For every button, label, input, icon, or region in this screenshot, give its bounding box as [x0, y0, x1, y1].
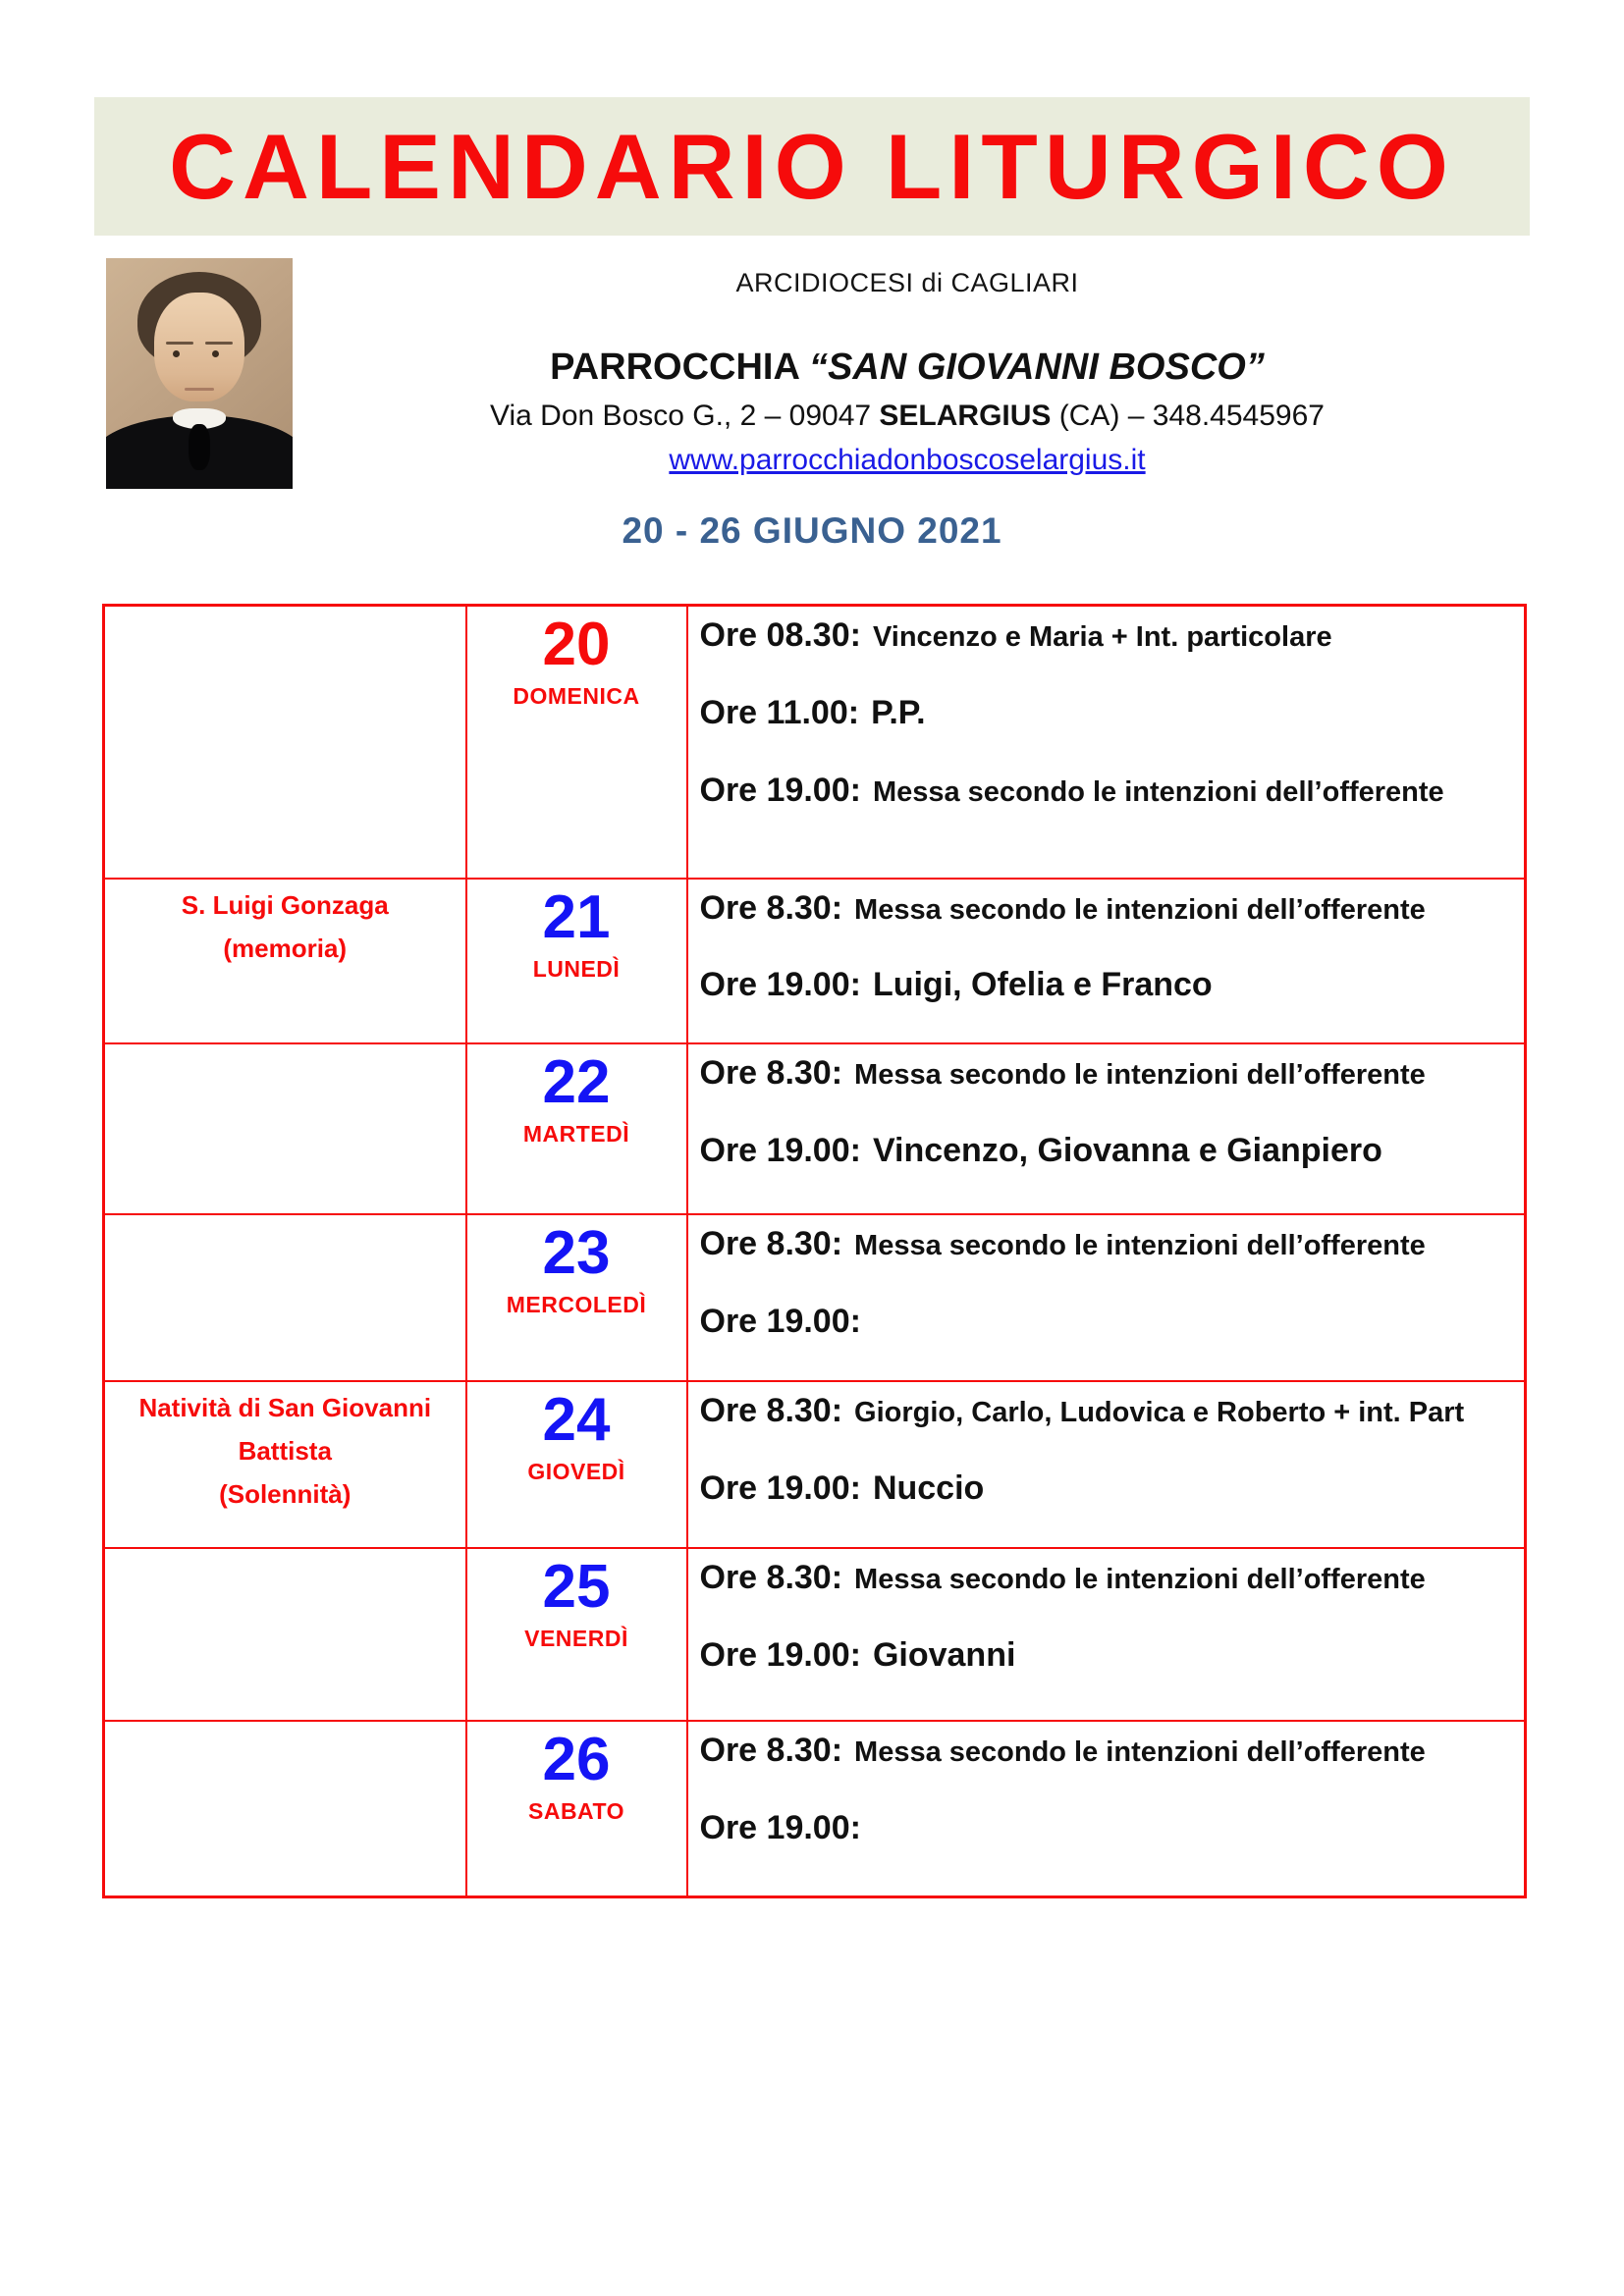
- mass-line: [700, 1468, 1513, 1509]
- mass-intention: Messa secondo le intenzioni dell’offerente: [854, 893, 1426, 926]
- mass-line: [700, 771, 1513, 811]
- feast-line: Natività di San Giovanni: [138, 1393, 432, 1423]
- parish-header-text: [293, 258, 1522, 489]
- mass-intention: P.P.: [871, 693, 926, 731]
- day-number: 26: [542, 1726, 611, 1794]
- portrait-tie: [189, 424, 211, 470]
- feast-cell: [104, 1721, 466, 1896]
- mass-intention: Messa secondo le intenzioni dell’offerente: [854, 1564, 1426, 1596]
- mass-time: Ore 8.30:: [699, 1392, 843, 1430]
- day-cell: [466, 606, 687, 879]
- day-cell: [466, 1214, 687, 1381]
- mass-time: Ore 19.00:: [699, 966, 861, 1004]
- day-number: 25: [542, 1553, 611, 1622]
- day-name: LUNEDÌ: [532, 955, 621, 982]
- mass-cell: [687, 1381, 1526, 1548]
- liturgical-calendar-table: [102, 604, 1527, 1898]
- day-cell: [466, 1548, 687, 1721]
- feast-cell: [104, 1381, 466, 1548]
- parish-prefix: PARROCCHIA: [550, 347, 810, 388]
- address-street: Via Don Bosco G., 2 – 09047: [490, 400, 880, 432]
- day-number: 22: [542, 1048, 611, 1117]
- feast-cell: [104, 879, 466, 1044]
- mass-line: [700, 1224, 1513, 1264]
- address-phone: (CA) – 348.4545967: [1051, 400, 1325, 432]
- feast-line: (memoria): [223, 933, 348, 963]
- day-cell: [466, 879, 687, 1044]
- mass-cell: [687, 1043, 1526, 1214]
- header-block: [106, 258, 1522, 489]
- mass-line: [700, 1808, 1513, 1848]
- mass-intention: Vincenzo e Maria + Int. particolare: [872, 621, 1332, 653]
- mass-time: Ore 19.00:: [699, 1808, 861, 1846]
- website-line: [293, 444, 1522, 477]
- mass-time: Ore 19.00:: [699, 771, 861, 809]
- mass-line: [700, 1053, 1513, 1094]
- feast-cell: [104, 606, 466, 879]
- week-heading: 20 - 26 GIUGNO 2021: [622, 510, 1002, 551]
- day-name: GIOVEDÌ: [527, 1459, 625, 1485]
- day-name: MARTEDÌ: [522, 1121, 630, 1148]
- mass-time: Ore 8.30:: [699, 1732, 843, 1770]
- mass-time: Ore 8.30:: [699, 1559, 843, 1597]
- mass-cell: [687, 1721, 1526, 1896]
- mass-line: [700, 1731, 1513, 1771]
- mass-intention: Messa secondo le intenzioni dell’offerente: [854, 1736, 1426, 1769]
- table-row: [104, 606, 1526, 879]
- mass-time: Ore 19.00:: [699, 1468, 861, 1507]
- portrait-brow-right: [205, 342, 234, 345]
- day-number: 24: [542, 1386, 611, 1455]
- day-number: 21: [542, 882, 611, 951]
- mass-cell: [687, 879, 1526, 1044]
- day-name: MERCOLEDÌ: [506, 1292, 647, 1318]
- mass-intention: Giovanni: [872, 1635, 1016, 1674]
- feast-cell: [104, 1043, 466, 1214]
- table-row: [104, 1214, 1526, 1381]
- mass-time: Ore 11.00:: [699, 693, 860, 731]
- parish-name: “SAN GIOVANNI BOSCO”: [809, 347, 1265, 388]
- parish-line: [293, 347, 1522, 389]
- calendar-body: [104, 606, 1526, 1897]
- diocese-line: ARCIDIOCESI di CAGLIARI: [735, 268, 1079, 297]
- table-row: [104, 1548, 1526, 1721]
- day-name: VENERDÌ: [524, 1626, 628, 1652]
- mass-cell: [687, 1214, 1526, 1381]
- feast-cell: [104, 1214, 466, 1381]
- address-line: [293, 400, 1522, 433]
- mass-intention: Messa secondo le intenzioni dell’offerente: [854, 1059, 1426, 1092]
- day-cell: [466, 1721, 687, 1896]
- mass-line: [700, 888, 1513, 929]
- day-name: SABATO: [528, 1798, 624, 1825]
- mass-time: Ore 19.00:: [699, 1131, 861, 1169]
- day-name: DOMENICA: [513, 683, 640, 710]
- mass-line: [700, 1131, 1513, 1171]
- feast-line: S. Luigi Gonzaga: [181, 889, 389, 920]
- mass-intention: Messa secondo le intenzioni dell’offerente: [872, 775, 1444, 808]
- mass-time: Ore 8.30:: [699, 888, 843, 927]
- mass-time: Ore 19.00:: [699, 1635, 861, 1674]
- mass-time: Ore 19.00:: [699, 1302, 861, 1340]
- mass-intention: Giorgio, Carlo, Ludovica e Roberto + int. Part: [854, 1397, 1465, 1429]
- mass-cell: [687, 606, 1526, 879]
- address-city: SELARGIUS: [879, 400, 1052, 432]
- portrait-brow-left: [166, 342, 194, 345]
- mass-line: [700, 693, 1513, 733]
- mass-line: [700, 1391, 1513, 1431]
- feast-cell: [104, 1548, 466, 1721]
- page-title: CALENDARIO LITURGICO: [169, 114, 1455, 218]
- mass-line: [700, 1558, 1513, 1598]
- table-row: [104, 1043, 1526, 1214]
- title-banner: [94, 97, 1530, 236]
- mass-time: Ore 8.30:: [699, 1054, 843, 1093]
- portrait-mouth: [185, 388, 214, 391]
- feast-line: (Solennità): [219, 1479, 352, 1510]
- feast-line: Battista: [238, 1436, 332, 1467]
- mass-intention: Luigi, Ofelia e Franco: [872, 966, 1213, 1004]
- don-bosco-portrait: [106, 258, 293, 489]
- table-row: [104, 1721, 1526, 1896]
- mass-intention: Messa secondo le intenzioni dell’offerente: [854, 1230, 1426, 1262]
- mass-cell: [687, 1548, 1526, 1721]
- table-row: [104, 879, 1526, 1044]
- mass-line: [700, 615, 1513, 656]
- mass-time: Ore 08.30:: [699, 616, 861, 654]
- mass-intention: Vincenzo, Giovanna e Gianpiero: [872, 1131, 1382, 1169]
- day-number: 20: [542, 611, 611, 678]
- day-cell: [466, 1381, 687, 1548]
- mass-line: [700, 965, 1513, 1005]
- table-row: [104, 1381, 1526, 1548]
- website-link[interactable]: www.parrocchiadonboscoselargius.it: [669, 444, 1146, 476]
- portrait-face: [154, 293, 244, 400]
- mass-intention: Nuccio: [872, 1468, 985, 1507]
- day-number: 23: [542, 1219, 611, 1288]
- mass-line: [700, 1302, 1513, 1342]
- day-cell: [466, 1043, 687, 1214]
- mass-line: [700, 1635, 1513, 1676]
- mass-time: Ore 8.30:: [699, 1225, 843, 1263]
